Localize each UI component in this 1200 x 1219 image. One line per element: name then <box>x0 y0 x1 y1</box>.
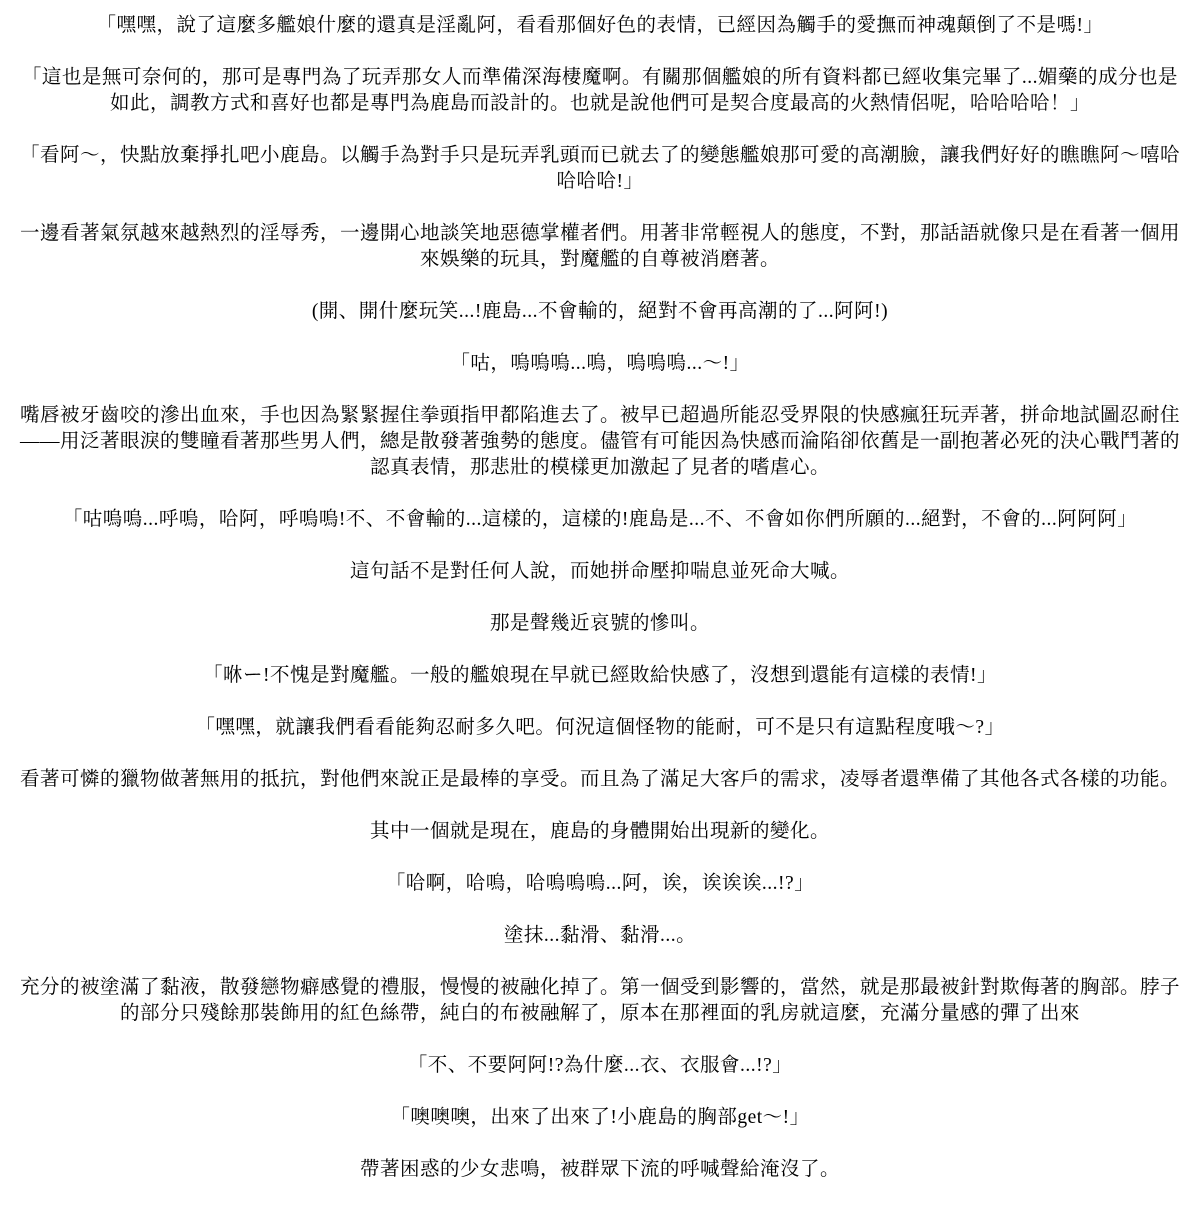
story-paragraph: 這句話不是對任何人說，而她拼命壓抑喘息並死命大喊。 <box>349 561 850 582</box>
story-paragraph: 「咕，嗚嗚嗚...嗚，嗚嗚嗚...～!」 <box>450 353 750 374</box>
story-paragraph: 「不、不要阿阿!?為什麼...衣、衣服會...!?」 <box>407 1055 793 1076</box>
story-paragraph: 帶著困惑的少女悲鳴，被群眾下流的呼喊聲給淹沒了。 <box>359 1159 840 1180</box>
story-paragraph: 「看阿～，快點放棄掙扎吧小鹿島。以觸手為對手只是玩弄乳頭而已就去了的變態艦娘那可愛的高潮臉，讓我們好好的瞧瞧阿～嘻哈哈哈哈!」 <box>19 145 1180 192</box>
story-paragraph: 塗抹...黏滑、黏滑...。 <box>503 925 697 946</box>
story-paragraph: 「噢噢噢，出來了出來了!小鹿島的胸部get～!」 <box>390 1107 810 1128</box>
story-paragraph: 「咕嗚嗚...呼嗚，哈阿，呼嗚嗚!不、不會輸的...這樣的，這樣的!鹿島是...不、不會如你們所願的...絕對，不會的...阿阿阿」 <box>62 509 1138 530</box>
story-paragraph: 「嘿嘿，就讓我們看看能夠忍耐多久吧。何況這個怪物的能耐，可不是只有這點程度哦～?」 <box>195 717 1005 738</box>
story-paragraph: 一邊看著氣氛越來越熱烈的淫辱秀，一邊開心地談笑地惡德掌權者們。用著非常輕視人的態度，不對，那話語就像只是在看著一個用來娛樂的玩具，對魔艦的自尊被消磨著。 <box>19 223 1180 270</box>
story-paragraph: 「嘿嘿，說了這麼多艦娘什麼的還真是淫亂阿，看看那個好色的表情，已經因為觸手的愛撫而神魂顛倒了不是嗎!」 <box>96 15 1104 36</box>
story-paragraph: 「哈啊，哈嗚，哈嗚嗚嗚...阿，诶，诶诶诶...!?」 <box>385 873 815 894</box>
story-paragraph: 「這也是無可奈何的，那可是專門為了玩弄那女人而準備深海棲魔啊。有關那個艦娘的所有資料都已經收集完畢了...媚藥的成分也是如此，調教方式和喜好也都是專門為鹿島而設計的。也就是說他們可是契合度最高的火熱情侶呢，哈哈哈哈！」 <box>21 67 1179 114</box>
story-paragraph: 看著可憐的獵物做著無用的抵抗，對他們來說正是最棒的享受。而且為了滿足大客戶的需求，凌辱者還準備了其他各式各樣的功能。 <box>19 769 1180 790</box>
story-paragraph: (開、開什麼玩笑...!鹿島...不會輸的，絕對不會再高潮的了...阿阿!) <box>311 301 889 322</box>
story-paragraph: 嘴唇被牙齒咬的滲出血來，手也因為緊緊握住拳頭指甲都陷進去了。被早已超過所能忍受界限的快感瘋狂玩弄著，拼命地試圖忍耐住——用泛著眼淚的雙瞳看著那些男人們，總是散發著強勢的態度。儘管有可能因為快感而淪陷卻依舊是一副抱著必死的決心戰鬥著的認真表情，那悲壯的模樣更加激起了見者的嗜虐心。 <box>19 405 1180 478</box>
story-paragraph: 充分的被塗滿了黏液，散發戀物癖感覺的禮服，慢慢的被融化掉了。第一個受到影響的，當然，就是那最被針對欺侮著的胸部。脖子的部分只殘餘那裝飾用的紅色絲帶，純白的布被融解了，原本在那裡面的乳房就這麼，充滿分量感的彈了出來 <box>19 977 1180 1024</box>
story-paragraph: 那是聲幾近哀號的慘叫。 <box>489 613 710 634</box>
story-paragraph: 其中一個就是現在，鹿島的身體開始出現新的變化。 <box>369 821 830 842</box>
story-paragraph: 「咻ー!不愧是對魔艦。一般的艦娘現在早就已經敗給快感了，沒想到還能有這樣的表情!」 <box>203 665 997 686</box>
